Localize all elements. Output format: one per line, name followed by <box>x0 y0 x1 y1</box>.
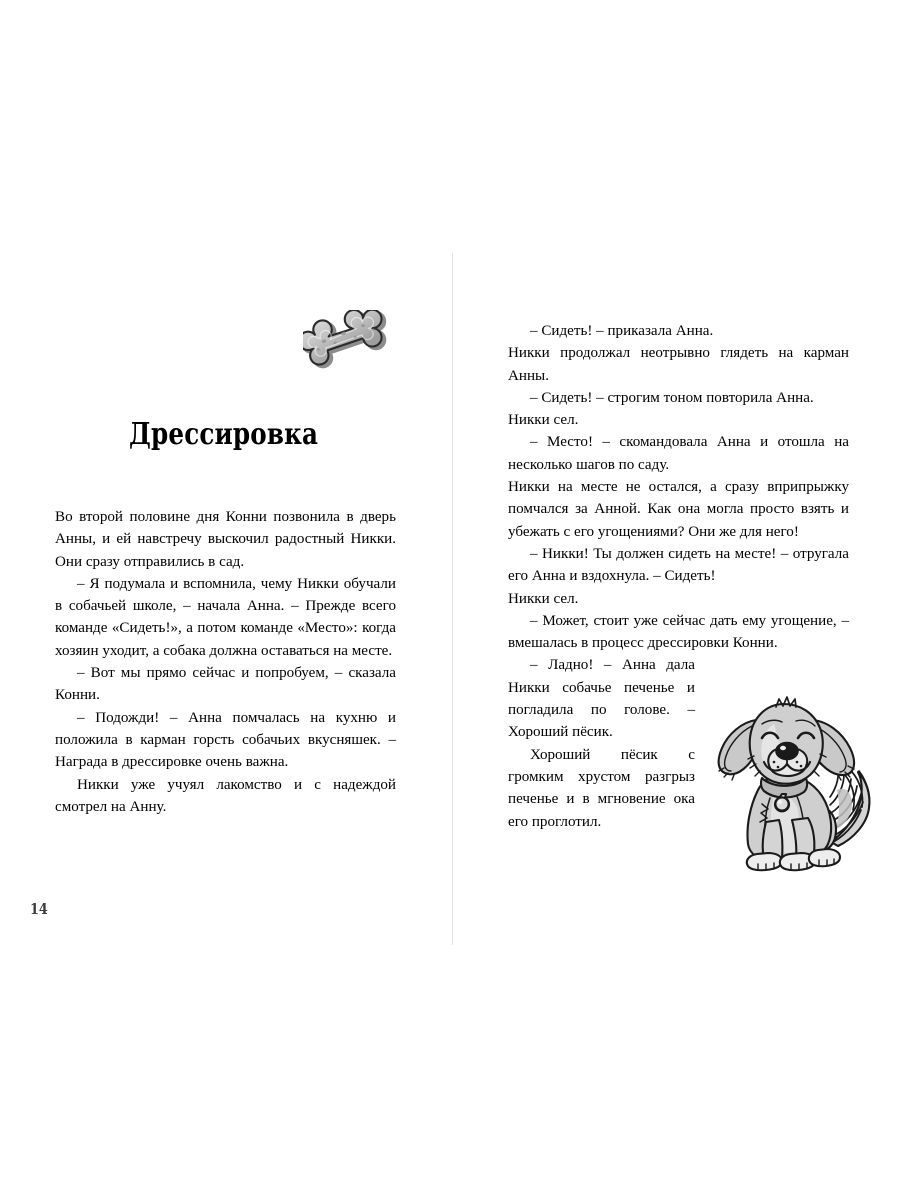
right-page-column <box>508 320 849 833</box>
gutter-divider <box>452 253 453 945</box>
paragraph: – Ладно! – Анна дала Никки собачье печенье и погладила по голове. – Хороший пёсик. <box>508 657 695 741</box>
paragraph: Никки сел. <box>508 412 579 429</box>
paragraph: Никки уже учуял лакомство и с надеждой смотрел на Анну. <box>55 776 396 815</box>
paragraph: – Никки! Ты должен сидеть на месте! – отругала его Анна и вздохнула. – Сидеть! <box>508 545 849 585</box>
paragraph: – Сидеть! – приказала Анна. <box>530 323 714 339</box>
paragraph: – Может, стоит уже сейчас дать ему угощение, – вмешалась в процесс дрессировки Конни. <box>508 612 849 652</box>
chapter-ornament <box>55 300 396 420</box>
paragraph: – Я подумала и вспомнила, чему Никки обучали в собачьей школе, – начала Анна. – Прежде всего команде «Сидеть!», а потом команде «Место»: когда хозяин уходит, а собака должна оставаться на месте. <box>55 575 396 659</box>
paragraph: – Подожди! – Анна помчалась на кухню и положила в карман горсть собачьих вкусняшек. – Награда в дрессировке очень важна. <box>55 709 396 771</box>
illustration-text-wrap-spacer <box>701 654 849 826</box>
paragraph: Хороший пёсик с громким хрустом разгрыз печенье и в мгновение ока его проглотил. <box>508 746 695 830</box>
paragraph: Никки на месте не остался, а сразу вприпрыжку помчался за Анной. Как она могла просто взять и убежать с его угощениями? Они же для него! <box>508 479 849 540</box>
paragraph: Никки сел. <box>508 590 579 607</box>
paragraph: – Сидеть! – строгим тоном повторила Анна. <box>530 389 814 406</box>
left-page-body <box>55 506 396 818</box>
left-page-column <box>55 300 396 818</box>
paragraph: – Вот мы прямо сейчас и попробуем, – сказала Конни. <box>55 665 396 704</box>
paragraph: Никки продолжал неотрывно глядеть на карман Анны. <box>508 345 849 384</box>
chapter-title: Дрессировка <box>129 417 319 452</box>
dog-bone-icon <box>303 310 398 382</box>
paragraph: Во второй половине дня Конни позвонила в дверь Анны, и ей навстречу выскочил радостный Никки. Они сразу отправились в сад. <box>55 509 396 570</box>
page-number: 14 <box>30 900 48 918</box>
paragraph: – Место! – скомандовала Анна и отошла на несколько шагов по саду. <box>508 434 849 473</box>
